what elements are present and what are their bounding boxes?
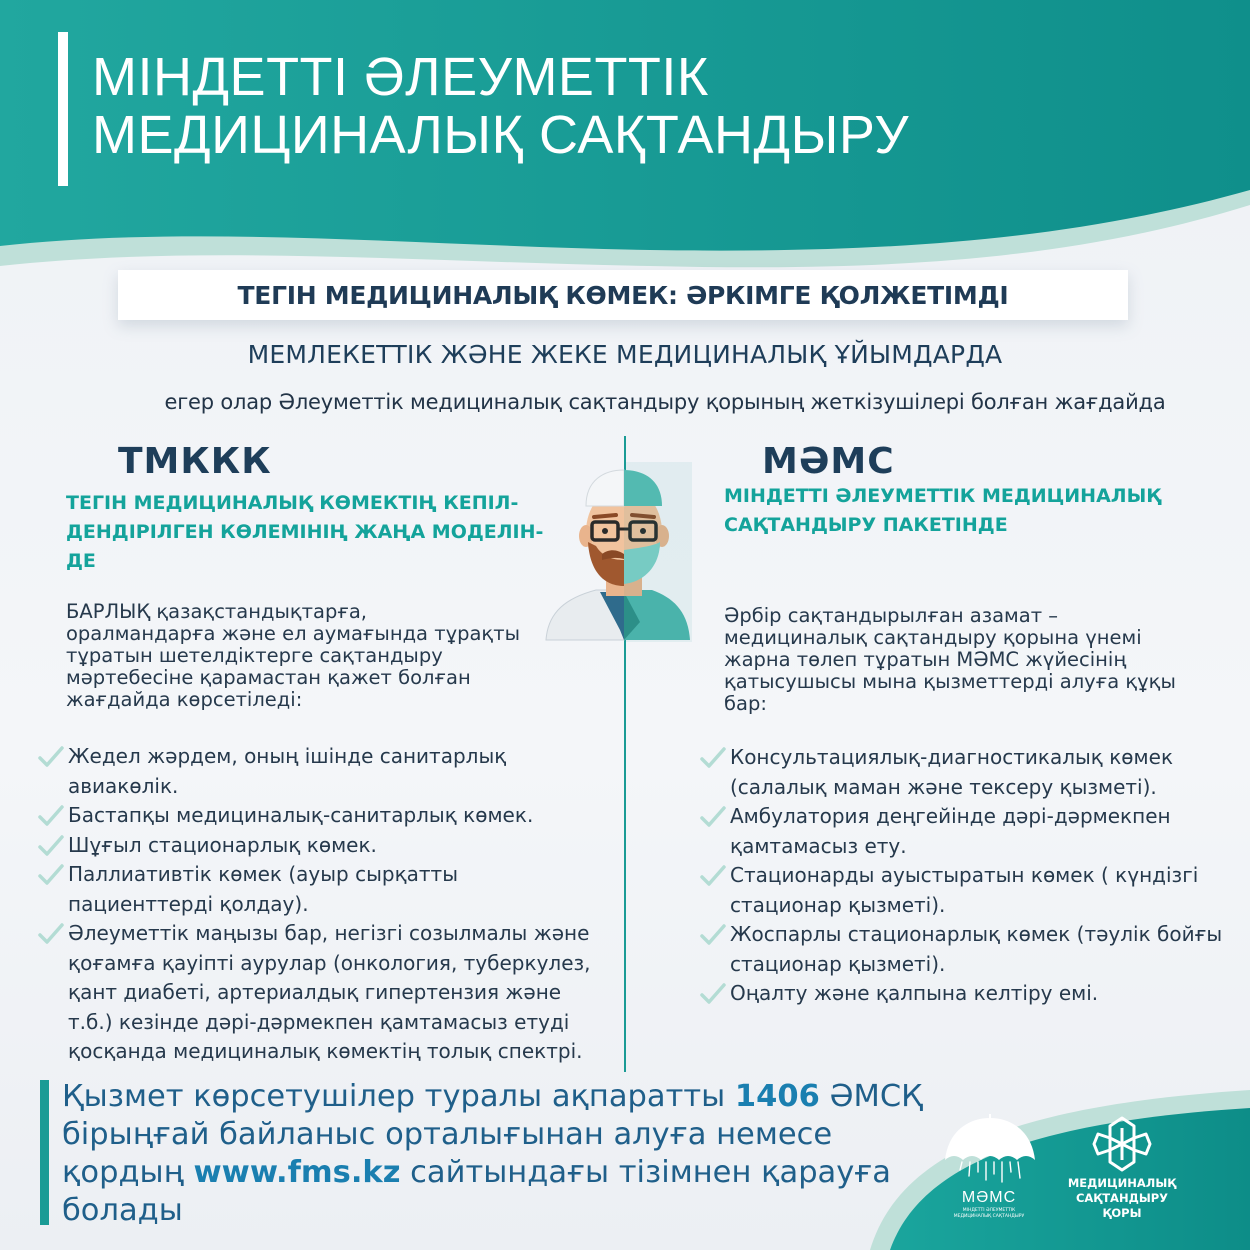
list-item — [38, 919, 591, 1067]
subheading: МЕМЛЕКЕТТІК ЖӘНЕ ЖЕКЕ МЕДИЦИНАЛЫҚ ҰЙЫМДАРДА — [247, 340, 1003, 369]
check-icon — [700, 864, 726, 886]
list-item-line: Жедел жәрдем, оның ішінде санитарлық — [68, 744, 507, 768]
list-item-line: Оңалту және қалпына келтіру емі. — [730, 981, 1099, 1005]
left-service-list — [38, 742, 591, 1067]
list-item-line: Әлеуметтік маңызы бар, негізгі созылмалы және — [68, 921, 590, 945]
list-item-line: пациенттерді қолдау). — [68, 891, 309, 916]
list-item-line: Стационарды ауыстыратын көмек ( күндізгі — [730, 863, 1199, 887]
fund-name-line: МЕДИЦИНАЛЫҚ — [1067, 1176, 1177, 1190]
headline-ribbon — [118, 270, 1128, 320]
list-item — [700, 861, 1222, 920]
list-item-line: қоғамға қауіпті аурулар (онкология, туберкулез, — [68, 950, 591, 975]
right-intro — [724, 605, 1176, 715]
doctor-illustration — [540, 462, 692, 642]
list-item — [38, 801, 591, 831]
right-intro-line: жарна төлеп тұратын МӘМС жүйесінің — [724, 648, 1127, 671]
footer-line-3 — [62, 1154, 923, 1192]
list-item-line: қосқанда медициналық көмектің толық спектрі. — [68, 1039, 583, 1063]
check-icon — [700, 805, 726, 827]
check-icon — [38, 745, 64, 767]
left-subtitle-line: ДЕНДІРІЛГЕН КӨЛЕМІНІҢ ЖАҢА МОДЕЛІН- — [66, 521, 544, 543]
left-intro-line: оралмандарға және ел аумағында тұрақты — [66, 622, 520, 645]
list-item — [700, 920, 1222, 979]
footer-text-part: ӘМСҚ — [819, 1079, 923, 1114]
footer-line-2: бірыңғай байланыс орталығынан алуға немесе — [62, 1117, 833, 1152]
mams-logo-wordmark: МӘМС — [961, 1189, 1017, 1206]
right-intro-line: бар: — [724, 692, 767, 715]
left-subtitle-line: ТЕГІН МЕДИЦИНАЛЫҚ КӨМЕКТІҢ КЕПІЛ- — [66, 492, 519, 514]
footer-accent-bar — [40, 1080, 49, 1225]
right-column-title: МӘМС — [762, 441, 895, 482]
list-item-line: (салалық маман және тексеру қызметі). — [730, 774, 1157, 799]
list-item — [38, 860, 591, 919]
check-icon — [38, 834, 64, 856]
page-title-line-1: МІНДЕТТІ ӘЛЕУМЕТТІК — [92, 47, 709, 107]
list-item — [700, 802, 1222, 861]
header-accent-bar — [58, 32, 68, 186]
list-item-line: Бастапқы медициналық-санитарлық көмек. — [68, 803, 534, 827]
list-item-line: қамтамасыз ету. — [730, 833, 907, 858]
page-title-line-2: МЕДИЦИНАЛЫҚ САҚТАНДЫРУ — [92, 105, 910, 165]
check-icon — [700, 982, 726, 1004]
left-intro-line: БАРЛЫҚ қазақстандықтарға, — [66, 600, 367, 623]
list-item-line: Жоспарлы стационарлық көмек (тәулік бойғы — [730, 922, 1223, 946]
right-subtitle-line: САҚТАНДЫРУ ПАКЕТІНДЕ — [724, 514, 1008, 536]
hotline-number: 1406 — [734, 1079, 820, 1114]
list-item — [38, 742, 591, 801]
left-subtitle-line: ДЕ — [66, 550, 96, 572]
fund-snowflake-logo-icon — [1090, 1114, 1154, 1174]
list-item-line: стационар қызметі). — [730, 951, 946, 976]
headline-text: ТЕГІН МЕДИЦИНАЛЫҚ КӨМЕК: ӘРКІМГЕ ҚОЛЖЕТІМДІ — [237, 280, 1009, 310]
subheading-note: егер олар Әлеуметтік медициналық сақтандыру қорының жеткізушілері болған жағдайда — [164, 390, 1166, 414]
left-intro — [66, 601, 520, 711]
footer-line-4: болады — [62, 1193, 183, 1228]
list-item-line: авиакөлік. — [68, 773, 179, 798]
fund-name-line: ҚОРЫ — [1102, 1206, 1142, 1220]
right-intro-line: медициналық сақтандыру қорына үнемі — [724, 626, 1142, 649]
left-column-subtitle — [66, 489, 543, 576]
mams-caption-line: МІНДЕТТІ ӘЛЕУМЕТТІК — [962, 1208, 1016, 1213]
footer-text-part: қордың — [62, 1155, 194, 1190]
footer-info — [62, 1078, 923, 1230]
fund-name-line: САҚТАНДЫРУ — [1075, 1191, 1169, 1205]
right-service-list — [700, 743, 1222, 1009]
list-item — [700, 979, 1222, 1009]
check-icon — [38, 804, 64, 826]
check-icon — [700, 923, 726, 945]
footer-text-part: сайтындағы тізімнен қарауға — [400, 1155, 891, 1190]
footer-text-part: Қызмет көрсетушілер туралы ақпаратты — [62, 1079, 735, 1114]
left-intro-line: тұратын шетелдіктерге сақтандыру — [66, 644, 443, 667]
check-icon — [700, 746, 726, 768]
page-title — [92, 48, 1192, 164]
fund-logo-name — [1056, 1176, 1188, 1221]
list-item — [38, 831, 591, 861]
mams-logo-caption — [952, 1208, 1026, 1219]
check-icon — [38, 863, 64, 885]
list-item-line: стационар қызметі). — [730, 892, 946, 917]
list-item-line: Амбулатория деңгейінде дәрі-дәрмекпен — [730, 804, 1171, 828]
left-intro-line: мәртебесіне қарамастан қажет болған — [66, 666, 471, 689]
footer-line-1 — [62, 1078, 923, 1116]
left-column-title: ТМККК — [118, 441, 272, 482]
list-item-line: Консультациялық-диагностикалық көмек — [730, 745, 1174, 769]
list-item-line: т.б.) кезінде дәрі-дәрмекпен қамтамасыз етуді — [68, 1009, 570, 1034]
right-intro-line: қатысушысы мына қызметтерді алуға құқы — [724, 670, 1176, 693]
check-icon — [38, 922, 64, 944]
mams-caption-line: МЕДИЦИНАЛЫҚ САҚТАНДЫРУ — [953, 1213, 1025, 1219]
list-item-line: қант диабеті, артериалдық гипертензия және — [68, 980, 562, 1004]
list-item-line: Паллиативтік көмек (ауыр сырқатты — [68, 862, 458, 886]
right-subtitle-line: МІНДЕТТІ ӘЛЕУМЕТТІК МЕДИЦИНАЛЫҚ — [724, 485, 1161, 507]
right-column-subtitle — [724, 482, 1161, 540]
website-link[interactable]: www.fms.kz — [193, 1155, 401, 1190]
list-item — [700, 743, 1222, 802]
right-intro-line: Әрбір сақтандырылған азамат – — [724, 604, 1059, 627]
list-item-line: Шұғыл стационарлық көмек. — [68, 832, 377, 857]
left-intro-line: жағдайда көрсетіледі: — [66, 688, 303, 711]
